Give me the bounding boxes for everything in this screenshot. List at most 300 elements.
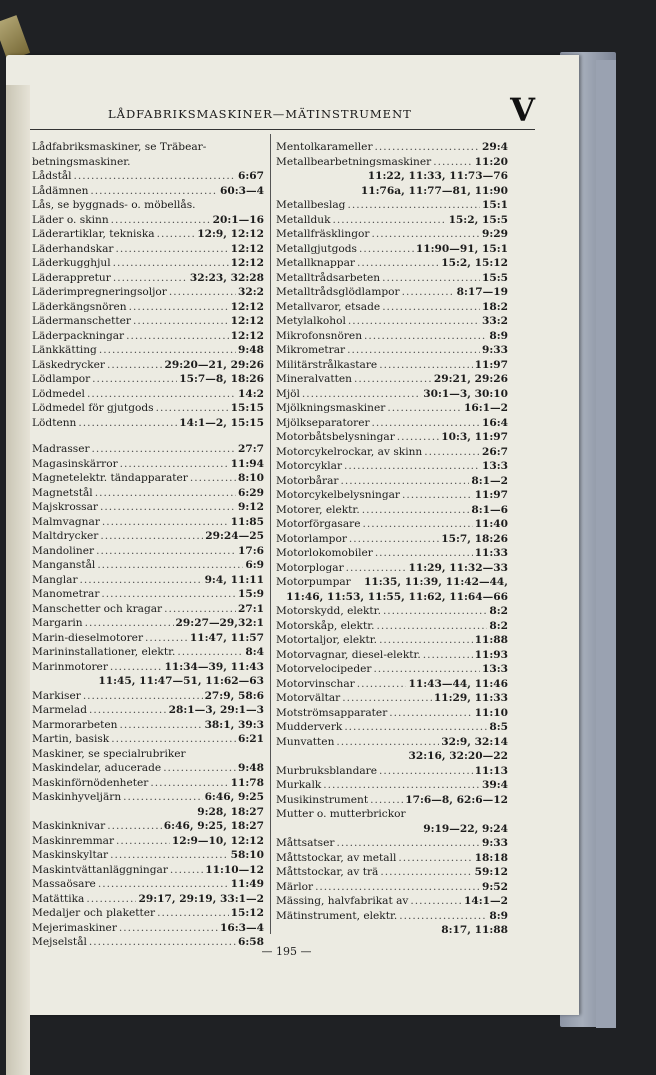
index-entry bbox=[276, 314, 508, 329]
entry-reference: 6:29 bbox=[237, 486, 264, 499]
index-entry bbox=[32, 645, 264, 660]
entry-term: Motorlokomobiler bbox=[276, 547, 373, 559]
header-letter: V bbox=[510, 91, 535, 129]
entry-reference: 11:47, 11:57 bbox=[189, 631, 264, 644]
index-entry bbox=[32, 500, 264, 515]
dot-leader bbox=[113, 271, 188, 286]
index-entry bbox=[276, 807, 508, 822]
entry-term: Lådämnen bbox=[32, 184, 89, 197]
entry-reference: 11:97 bbox=[474, 358, 508, 371]
section-gap bbox=[32, 430, 264, 442]
entry-term: Läderartiklar, tekniska bbox=[32, 228, 155, 240]
entry-term: Läderhandskar bbox=[32, 242, 114, 255]
entry-term: Martin, basisk bbox=[32, 733, 110, 745]
index-entry bbox=[276, 488, 508, 503]
entry-reference: 27:7 bbox=[237, 443, 264, 455]
entry-term: Motorvinschar bbox=[276, 677, 355, 690]
entry-term: Läskedrycker bbox=[32, 358, 105, 371]
entry-reference: 8:2 bbox=[489, 619, 508, 632]
dot-leader bbox=[157, 906, 228, 921]
dot-leader bbox=[379, 358, 472, 373]
entry-term: Motorvagnar, diesel-elektr. bbox=[276, 648, 421, 661]
entry-reference: 12:9—10, 12:12 bbox=[171, 834, 264, 847]
dot-leader bbox=[102, 515, 229, 530]
entry-reference: 29:27—29,32:1 bbox=[175, 617, 264, 629]
index-entry bbox=[276, 445, 508, 460]
dot-leader bbox=[348, 314, 480, 329]
dot-leader bbox=[74, 169, 236, 184]
entry-term: Lådfabriksmaskiner, se Träbear- bbox=[32, 141, 207, 153]
entry-reference: 20:1—16 bbox=[212, 213, 264, 226]
dot-leader bbox=[164, 602, 236, 617]
entry-term: Länkkätting bbox=[32, 344, 97, 356]
entry-reference: 15:2, 15:12 bbox=[441, 257, 508, 269]
entry-term: Manglar bbox=[32, 573, 78, 586]
dot-leader bbox=[157, 227, 196, 242]
entry-reference: 16:4 bbox=[481, 416, 508, 429]
entry-reference: 9:28, 18:27 bbox=[197, 805, 264, 818]
entry-reference: 9:19—22, 9:24 bbox=[423, 822, 508, 835]
index-entry bbox=[276, 517, 508, 532]
dot-leader bbox=[100, 529, 203, 544]
entry-reference: 8:4 bbox=[245, 646, 264, 658]
entry-term: Musikinstrument bbox=[276, 793, 369, 806]
index-entry bbox=[276, 140, 508, 155]
index-entry bbox=[32, 486, 264, 501]
dot-leader bbox=[323, 778, 480, 793]
index-entry bbox=[276, 256, 508, 271]
entry-reference: 28:1—3, 29:1—3 bbox=[168, 704, 264, 716]
entry-reference: 12:12 bbox=[230, 315, 264, 327]
entry-term: Motorpumpar bbox=[276, 576, 351, 588]
entry-reference: 15:7—8, 18:26 bbox=[179, 373, 264, 385]
index-entry bbox=[276, 387, 508, 402]
index-entry bbox=[276, 764, 508, 779]
dot-leader bbox=[101, 587, 236, 602]
index-entry bbox=[32, 616, 264, 631]
entry-reference: 8:9 bbox=[489, 329, 508, 342]
index-entry bbox=[276, 213, 508, 228]
entry-term: Margarin bbox=[32, 617, 83, 629]
dot-leader bbox=[100, 500, 236, 515]
index-entry bbox=[276, 720, 508, 735]
dot-leader bbox=[376, 619, 487, 634]
index-entry bbox=[32, 372, 264, 387]
dot-leader bbox=[336, 735, 439, 750]
entry-term: Magnetelektr. tändapparater bbox=[32, 472, 188, 484]
entry-reference: 9:48 bbox=[237, 344, 264, 356]
dot-leader bbox=[379, 764, 473, 779]
index-entry bbox=[276, 532, 508, 547]
entry-reference: 11:10—12 bbox=[205, 863, 264, 876]
index-entry bbox=[32, 660, 264, 675]
entry-term: Mudderverk bbox=[276, 721, 343, 733]
dot-leader bbox=[402, 488, 473, 503]
dot-leader bbox=[87, 387, 236, 402]
entry-term: Motorskåp, elektr. bbox=[276, 619, 375, 632]
entry-term: Murbruksblandare bbox=[276, 764, 377, 777]
dot-leader bbox=[107, 819, 162, 834]
entry-reference: 6:9 bbox=[245, 559, 264, 571]
index-entry bbox=[32, 674, 264, 689]
dot-leader bbox=[85, 616, 174, 631]
dot-leader bbox=[107, 358, 162, 373]
dot-leader bbox=[340, 474, 469, 489]
index-entry bbox=[276, 343, 508, 358]
entry-term: Manometrar bbox=[32, 588, 100, 600]
entry-term: Maltdrycker bbox=[32, 530, 99, 542]
index-entry bbox=[32, 863, 264, 878]
entry-reference: 29:17, 29:19, 33:1—2 bbox=[138, 892, 264, 905]
dot-leader bbox=[362, 517, 472, 532]
dot-leader bbox=[86, 892, 136, 907]
index-entry bbox=[276, 778, 508, 793]
index-entry bbox=[32, 906, 264, 921]
entry-reference: 11:85 bbox=[230, 515, 264, 528]
index-entry bbox=[276, 923, 508, 938]
index-entry bbox=[276, 227, 508, 242]
entry-term: Magasinskärror bbox=[32, 457, 118, 470]
entry-reference: 15:1 bbox=[481, 199, 508, 211]
entry-reference: 6:67 bbox=[237, 170, 264, 182]
index-entry bbox=[276, 648, 508, 663]
entry-reference: 11:34—39, 11:43 bbox=[164, 660, 264, 673]
entry-reference: 11:13 bbox=[474, 764, 508, 777]
entry-reference: 32:2 bbox=[237, 286, 264, 298]
entry-reference: 29:21, 29:26 bbox=[433, 373, 508, 385]
entry-reference: 8:1—2 bbox=[471, 474, 508, 487]
dot-leader bbox=[110, 660, 163, 675]
dot-leader bbox=[126, 329, 228, 344]
entry-reference: 26:7 bbox=[481, 445, 508, 458]
entry-reference: 8:17—19 bbox=[456, 286, 508, 298]
dot-leader bbox=[92, 442, 236, 457]
entry-reference: 14:1—2 bbox=[464, 895, 508, 907]
entry-reference: 59:12 bbox=[474, 866, 508, 878]
index-entry bbox=[32, 587, 264, 602]
dot-leader bbox=[120, 457, 229, 472]
entry-reference: 11:93 bbox=[474, 648, 508, 661]
index-entry bbox=[276, 198, 508, 213]
entry-term: Motorlampor bbox=[276, 532, 347, 545]
index-entry bbox=[276, 242, 508, 257]
dot-leader bbox=[397, 430, 439, 445]
entry-term: Måttsatser bbox=[276, 837, 335, 849]
entry-term: Maskindelar, aducerade bbox=[32, 762, 162, 774]
index-entry bbox=[32, 387, 264, 402]
index-entry bbox=[276, 865, 508, 880]
entry-reference: 9:48 bbox=[237, 762, 264, 774]
header-title: LÅDFABRIKSMASKINER—MÄTINSTRUMENT bbox=[108, 107, 412, 121]
entry-reference: 9:33 bbox=[481, 344, 508, 356]
entry-reference: 58:10 bbox=[230, 849, 264, 861]
entry-term: Murkalk bbox=[276, 779, 322, 791]
entry-term: Maskinskyltar bbox=[32, 849, 109, 861]
entry-term: Lödmedel bbox=[32, 387, 85, 400]
index-column-left bbox=[32, 140, 264, 950]
dot-leader bbox=[89, 703, 167, 718]
dot-leader bbox=[359, 242, 414, 257]
dot-leader bbox=[372, 416, 480, 431]
entry-term: Maskinknivar bbox=[32, 820, 106, 832]
dot-leader bbox=[344, 459, 480, 474]
dot-leader bbox=[344, 720, 487, 735]
index-entry bbox=[276, 416, 508, 431]
entry-term: Metalltrådsarbeten bbox=[276, 271, 381, 284]
index-entry bbox=[276, 271, 508, 286]
index-entry bbox=[32, 761, 264, 776]
entry-reference: 16:1—2 bbox=[464, 402, 508, 414]
entry-reference: 11:10 bbox=[474, 706, 508, 719]
dot-leader bbox=[116, 834, 170, 849]
entry-reference: 15:12 bbox=[230, 907, 264, 919]
entry-term: Metalltrådsglödlampor bbox=[276, 286, 400, 298]
index-entry bbox=[276, 590, 508, 605]
entry-term: Metallduk bbox=[276, 213, 331, 226]
index-entry bbox=[32, 329, 264, 344]
entry-term: Motorbåtsbelysningar bbox=[276, 431, 395, 443]
entry-term: Mjölkningsmaskiner bbox=[276, 402, 386, 414]
entry-reference: 15:15 bbox=[230, 402, 264, 414]
dot-leader bbox=[336, 836, 480, 851]
index-entry bbox=[32, 184, 264, 199]
entry-term: Motorvelocipeder bbox=[276, 663, 372, 675]
index-entry bbox=[276, 662, 508, 677]
index-entry bbox=[32, 271, 264, 286]
entry-term: Maskinremmar bbox=[32, 834, 115, 847]
entry-term: Motorvältar bbox=[276, 692, 341, 704]
entry-term: Lödmedel för gjutgods bbox=[32, 402, 154, 414]
index-entry bbox=[276, 604, 508, 619]
entry-reference: 8:9 bbox=[489, 909, 508, 922]
entry-reference: 60:3—4 bbox=[220, 184, 264, 197]
entry-reference: 11:76a, 11:77—81, 11:90 bbox=[360, 184, 508, 197]
entry-term: betningsmaskiner. bbox=[32, 155, 131, 168]
index-entry bbox=[276, 459, 508, 474]
dot-leader bbox=[302, 387, 421, 402]
index-entry bbox=[276, 749, 508, 764]
index-entry bbox=[32, 285, 264, 300]
entry-reference: 16:3—4 bbox=[220, 921, 264, 934]
page-gutter-shadow bbox=[6, 85, 30, 1075]
dot-leader bbox=[90, 184, 218, 199]
entry-reference: 12:9, 12:12 bbox=[197, 228, 264, 240]
entry-reference: 17:6—8, 62:6—12 bbox=[405, 793, 508, 806]
entry-term: Majskrossar bbox=[32, 501, 98, 513]
entry-reference: 13:3 bbox=[481, 460, 508, 472]
entry-reference: 17:6 bbox=[237, 544, 264, 557]
index-entry bbox=[32, 155, 264, 170]
dot-leader bbox=[382, 300, 480, 315]
entry-term: Munvatten bbox=[276, 735, 335, 748]
index-entry bbox=[276, 677, 508, 692]
index-entry bbox=[276, 691, 508, 706]
entry-term: Marin-dieselmotorer bbox=[32, 631, 144, 644]
index-entry bbox=[276, 285, 508, 300]
index-entry bbox=[32, 457, 264, 472]
index-entry bbox=[32, 877, 264, 892]
entry-reference: 38:1, 39:3 bbox=[204, 718, 264, 731]
dot-leader bbox=[354, 372, 432, 387]
entry-term: Läder o. skinn bbox=[32, 213, 109, 226]
dot-leader bbox=[342, 691, 432, 706]
dot-leader bbox=[92, 372, 177, 387]
dot-leader bbox=[362, 503, 470, 518]
index-entry bbox=[32, 631, 264, 646]
dot-leader bbox=[133, 314, 229, 329]
dot-leader bbox=[95, 486, 236, 501]
dot-leader bbox=[433, 155, 472, 170]
entry-term: Motorer, elektr. bbox=[276, 503, 360, 516]
entry-term: Manschetter och kragar bbox=[32, 602, 163, 615]
dot-leader bbox=[398, 851, 472, 866]
dot-leader bbox=[375, 140, 480, 155]
index-entry bbox=[32, 471, 264, 486]
dot-leader bbox=[375, 546, 473, 561]
entry-term: Maskinförnödenheter bbox=[32, 776, 149, 789]
dot-leader bbox=[120, 718, 203, 733]
index-entry bbox=[276, 329, 508, 344]
entry-term: Mässing, halvfabrikat av bbox=[276, 895, 409, 907]
dot-leader bbox=[357, 677, 407, 692]
dot-leader bbox=[347, 198, 480, 213]
index-entry bbox=[276, 793, 508, 808]
entry-term: Marmorarbeten bbox=[32, 718, 118, 731]
entry-term: Militärstrålkastare bbox=[276, 358, 378, 371]
entry-reference: 30:1—3, 30:10 bbox=[423, 387, 508, 400]
entry-term: Metallbearbetningsmaskiner bbox=[276, 155, 432, 168]
entry-reference: 6:58 bbox=[237, 936, 264, 948]
entry-reference: 9:29 bbox=[481, 228, 508, 240]
entry-reference: 11:78 bbox=[230, 776, 264, 789]
index-entry bbox=[32, 805, 264, 820]
entry-term: Läderkugghjul bbox=[32, 257, 111, 269]
index-entry bbox=[276, 880, 508, 895]
dot-leader bbox=[190, 471, 236, 486]
index-entry bbox=[276, 358, 508, 373]
entry-reference: 11:49 bbox=[230, 878, 264, 890]
index-entry bbox=[32, 300, 264, 315]
entry-term: Motströmsapparater bbox=[276, 706, 388, 719]
entry-reference: 32:9, 32:14 bbox=[441, 735, 508, 748]
entry-term: Massaösare bbox=[32, 878, 96, 890]
entry-term: Mikrometrar bbox=[276, 344, 346, 356]
entry-term: Motorcyklar bbox=[276, 460, 343, 472]
entry-term: Lädermanschetter bbox=[32, 315, 131, 327]
entry-reference: 11:90—91, 15:1 bbox=[415, 242, 508, 255]
dot-leader bbox=[379, 633, 473, 648]
index-entry bbox=[32, 343, 264, 358]
dot-leader bbox=[357, 256, 439, 271]
dot-leader bbox=[113, 256, 229, 271]
entry-term: Metallvaror, etsade bbox=[276, 300, 381, 313]
entry-reference: 11:45, 11:47—51, 11:62—63 bbox=[98, 675, 264, 687]
entry-reference: 12:12 bbox=[230, 257, 264, 269]
entry-reference: 14:1—2, 15:15 bbox=[179, 416, 264, 429]
entry-term: Maskinhyveljärn bbox=[32, 791, 122, 803]
entry-reference: 11:46, 11:53, 11:55, 11:62, 11:64—66 bbox=[286, 590, 508, 603]
entry-term: Motorskydd, elektr. bbox=[276, 605, 381, 617]
entry-term: Mejselstål bbox=[32, 936, 87, 948]
dot-leader bbox=[163, 761, 236, 776]
entry-term: Motorbårar bbox=[276, 474, 339, 487]
entry-reference: 11:40 bbox=[474, 518, 508, 530]
dot-leader bbox=[389, 706, 472, 721]
dot-leader bbox=[315, 880, 480, 895]
entry-term: Märlor bbox=[276, 880, 314, 893]
entry-term: Läderappretur bbox=[32, 271, 111, 284]
entry-term: Madrasser bbox=[32, 443, 90, 455]
index-entry bbox=[32, 169, 264, 184]
index-entry bbox=[276, 619, 508, 634]
index-entry bbox=[32, 515, 264, 530]
dot-leader bbox=[150, 776, 228, 791]
index-entry bbox=[32, 314, 264, 329]
entry-reference: 32:23, 32:28 bbox=[189, 271, 264, 284]
entry-term: Markiser bbox=[32, 689, 81, 702]
dot-leader bbox=[387, 401, 462, 416]
entry-term: Lås, se byggnads- o. möbellås. bbox=[32, 199, 196, 211]
index-entry bbox=[32, 558, 264, 573]
index-entry bbox=[32, 747, 264, 762]
dot-leader bbox=[83, 689, 203, 704]
entry-reference: 15:9 bbox=[237, 588, 264, 600]
dot-leader bbox=[111, 213, 211, 228]
entry-reference: 29:24—25 bbox=[205, 530, 264, 542]
entry-reference: 8:2 bbox=[489, 605, 508, 617]
dot-leader bbox=[96, 544, 236, 559]
index-entry bbox=[276, 169, 508, 184]
index-entry bbox=[32, 416, 264, 431]
entry-reference: 8:1—6 bbox=[471, 503, 508, 516]
entry-reference: 33:2 bbox=[481, 315, 508, 327]
index-entry bbox=[276, 184, 508, 199]
index-entry bbox=[276, 546, 508, 561]
entry-reference: 11:88 bbox=[474, 634, 508, 646]
index-entry bbox=[32, 602, 264, 617]
entry-reference: 10:3, 11:97 bbox=[441, 431, 508, 443]
entry-term: Metallgjutgods bbox=[276, 242, 357, 255]
index-entry bbox=[276, 300, 508, 315]
dot-leader bbox=[382, 271, 480, 286]
dot-leader bbox=[346, 561, 407, 576]
entry-reference: 8:17, 11:88 bbox=[441, 924, 508, 936]
index-entry bbox=[32, 573, 264, 588]
entry-term: Måttstockar, av metall bbox=[276, 851, 397, 864]
index-entry bbox=[276, 633, 508, 648]
dot-leader bbox=[370, 793, 403, 808]
entry-reference: 11:29, 11:32—33 bbox=[408, 561, 508, 574]
index-entry bbox=[276, 503, 508, 518]
dot-leader bbox=[349, 532, 439, 547]
entry-term: Lådstål bbox=[32, 170, 72, 182]
entry-reference: 18:18 bbox=[474, 851, 508, 864]
entry-term: Medaljer och plaketter bbox=[32, 907, 156, 919]
entry-term: Mejerimaskiner bbox=[32, 921, 117, 934]
entry-reference: 27:9, 58:6 bbox=[204, 689, 264, 702]
entry-term: Metallknappar bbox=[276, 257, 355, 269]
index-entry bbox=[32, 892, 264, 907]
entry-reference: 15:2, 15:5 bbox=[448, 213, 508, 226]
entry-reference: 11:97 bbox=[474, 489, 508, 501]
entry-term: Magnetstål bbox=[32, 486, 93, 499]
dot-leader bbox=[423, 648, 473, 663]
dot-leader bbox=[111, 732, 236, 747]
dot-leader bbox=[145, 631, 188, 646]
page-header bbox=[30, 91, 535, 130]
dot-leader bbox=[119, 921, 218, 936]
entry-reference: 12:12 bbox=[230, 242, 264, 255]
